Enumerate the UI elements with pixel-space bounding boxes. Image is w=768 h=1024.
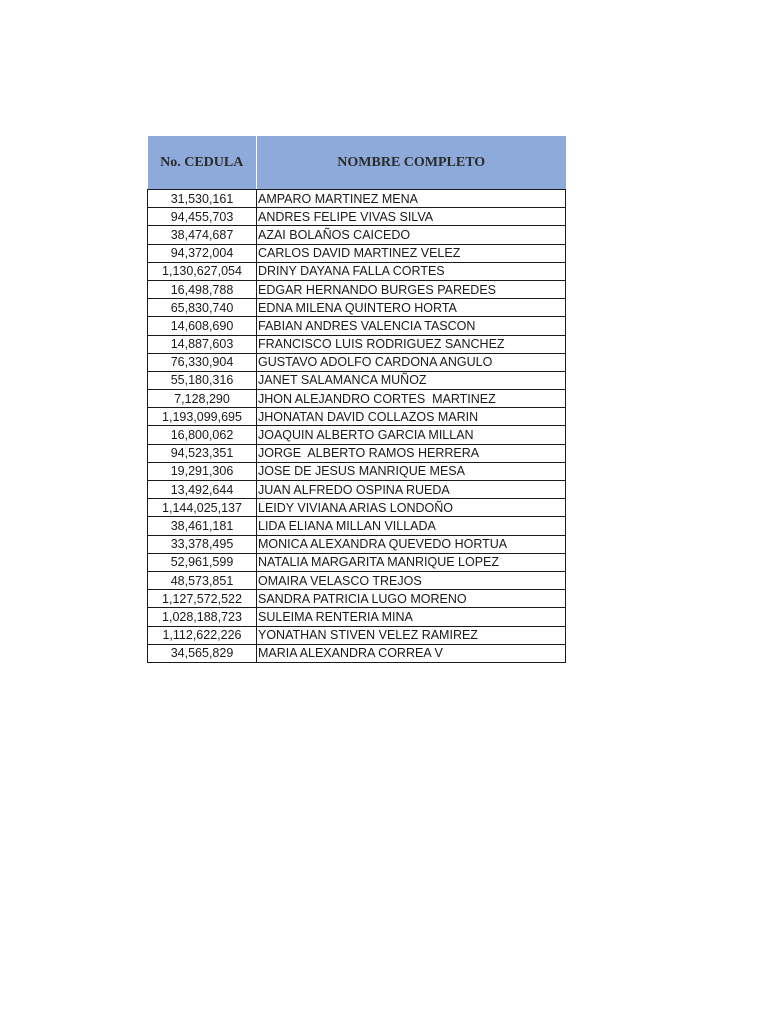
table-row	[148, 408, 566, 426]
table-row	[148, 590, 566, 608]
nombre-cell: NATALIA MARGARITA MANRIQUE LOPEZ	[257, 553, 566, 571]
cedula-cell: 94,372,004	[148, 244, 257, 262]
table-row	[148, 426, 566, 444]
cedula-cell: 1,144,025,137	[148, 499, 257, 517]
table-row	[148, 226, 566, 244]
cedula-cell: 1,112,622,226	[148, 626, 257, 644]
table-row	[148, 190, 566, 208]
nombre-cell: JORGE ALBERTO RAMOS HERRERA	[257, 444, 566, 462]
table-row	[148, 317, 566, 335]
cedula-cell: 76,330,904	[148, 353, 257, 371]
cedula-cell: 13,492,644	[148, 481, 257, 499]
table-row	[148, 353, 566, 371]
cedula-cell: 16,800,062	[148, 426, 257, 444]
cedula-cell: 38,461,181	[148, 517, 257, 535]
table-header	[148, 136, 566, 190]
nombre-cell: SANDRA PATRICIA LUGO MORENO	[257, 590, 566, 608]
table-row	[148, 481, 566, 499]
nombre-cell: JUAN ALFREDO OSPINA RUEDA	[257, 481, 566, 499]
cedula-cell: 55,180,316	[148, 371, 257, 389]
cedula-cell: 34,565,829	[148, 644, 257, 662]
table-row	[148, 280, 566, 298]
table-row	[148, 499, 566, 517]
cedula-cell: 1,028,188,723	[148, 608, 257, 626]
table-body	[148, 190, 566, 663]
cedula-cell: 1,127,572,522	[148, 590, 257, 608]
table-row	[148, 299, 566, 317]
nombre-cell: ANDRES FELIPE VIVAS SILVA	[257, 208, 566, 226]
header-cedula: No. CEDULA	[148, 136, 257, 190]
header-nombre-completo: NOMBRE COMPLETO	[257, 136, 566, 190]
cedula-cell: 1,130,627,054	[148, 262, 257, 280]
nombre-cell: JOAQUIN ALBERTO GARCIA MILLAN	[257, 426, 566, 444]
table-row	[148, 608, 566, 626]
nombre-cell: EDNA MILENA QUINTERO HORTA	[257, 299, 566, 317]
nombre-cell: DRINY DAYANA FALLA CORTES	[257, 262, 566, 280]
nombre-cell: GUSTAVO ADOLFO CARDONA ANGULO	[257, 353, 566, 371]
cedula-cell: 19,291,306	[148, 462, 257, 480]
cedula-cell: 52,961,599	[148, 553, 257, 571]
nombre-cell: AMPARO MARTINEZ MENA	[257, 190, 566, 208]
cedula-table	[147, 136, 566, 663]
table-row	[148, 462, 566, 480]
nombre-cell: MONICA ALEXANDRA QUEVEDO HORTUA	[257, 535, 566, 553]
nombre-cell: EDGAR HERNANDO BURGES PAREDES	[257, 280, 566, 298]
cedula-cell: 14,608,690	[148, 317, 257, 335]
nombre-cell: JANET SALAMANCA MUÑOZ	[257, 371, 566, 389]
table-row	[148, 553, 566, 571]
nombre-cell: SULEIMA RENTERIA MINA	[257, 608, 566, 626]
nombre-cell: CARLOS DAVID MARTINEZ VELEZ	[257, 244, 566, 262]
nombre-cell: JOSE DE JESUS MANRIQUE MESA	[257, 462, 566, 480]
table-row	[148, 335, 566, 353]
cedula-cell: 16,498,788	[148, 280, 257, 298]
table-row	[148, 244, 566, 262]
cedula-cell: 94,523,351	[148, 444, 257, 462]
nombre-cell: JHONATAN DAVID COLLAZOS MARIN	[257, 408, 566, 426]
cedula-cell: 65,830,740	[148, 299, 257, 317]
nombre-cell: YONATHAN STIVEN VELEZ RAMIREZ	[257, 626, 566, 644]
cedula-cell: 38,474,687	[148, 226, 257, 244]
cedula-cell: 33,378,495	[148, 535, 257, 553]
table-row	[148, 371, 566, 389]
cedula-cell: 94,455,703	[148, 208, 257, 226]
nombre-cell: JHON ALEJANDRO CORTES MARTINEZ	[257, 390, 566, 408]
header-row	[148, 136, 566, 190]
table-row	[148, 517, 566, 535]
table-row	[148, 444, 566, 462]
cedula-cell: 7,128,290	[148, 390, 257, 408]
table-row	[148, 262, 566, 280]
table-row	[148, 644, 566, 662]
nombre-cell: AZAI BOLAÑOS CAICEDO	[257, 226, 566, 244]
nombre-cell: FRANCISCO LUIS RODRIGUEZ SANCHEZ	[257, 335, 566, 353]
table-row	[148, 535, 566, 553]
table-row	[148, 626, 566, 644]
nombre-cell: FABIAN ANDRES VALENCIA TASCON	[257, 317, 566, 335]
table-row	[148, 208, 566, 226]
nombre-cell: MARIA ALEXANDRA CORREA V	[257, 644, 566, 662]
nombre-cell: LEIDY VIVIANA ARIAS LONDOÑO	[257, 499, 566, 517]
cedula-cell: 1,193,099,695	[148, 408, 257, 426]
cedula-cell: 14,887,603	[148, 335, 257, 353]
table-row	[148, 571, 566, 589]
document-sheet	[147, 136, 565, 663]
table-row	[148, 390, 566, 408]
cedula-cell: 31,530,161	[148, 190, 257, 208]
nombre-cell: OMAIRA VELASCO TREJOS	[257, 571, 566, 589]
nombre-cell: LIDA ELIANA MILLAN VILLADA	[257, 517, 566, 535]
cedula-cell: 48,573,851	[148, 571, 257, 589]
